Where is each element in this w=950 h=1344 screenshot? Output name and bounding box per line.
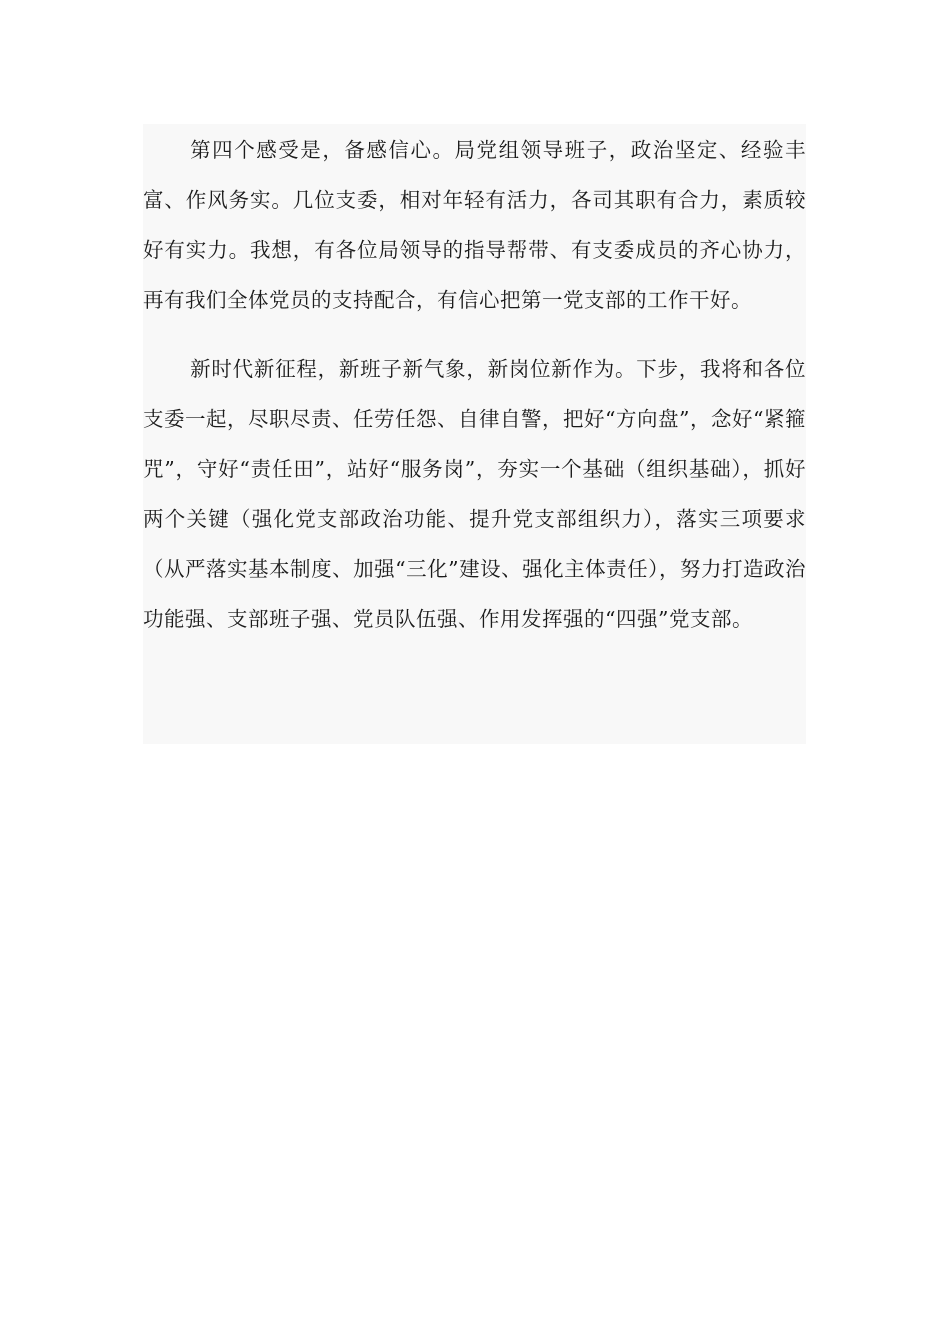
paragraph-confidence: 第四个感受是，备感信心。局党组领导班子，政治坚定、经验丰富、作风务实。几位支委，相对年轻有活力，各司其职有合力，素质较好有实力。我想，有各位局领导的指导帮带、有支委成员的齐心协力，再有我们全体党员的支持配合，有信心把第一党支部的工作干好。 [143, 138, 806, 312]
document-body [143, 124, 806, 744]
paragraph-commitment: 新时代新征程，新班子新气象，新岗位新作为。下步，我将和各位支委一起，尽职尽责、任劳任怨、自律自警，把好“方向盘”，念好“紧箍咒”，守好“责任田”，站好“服务岗”，夯实一个基础（组织基础），抓好两个关键（强化党支部政治功能、提升党支部组织力），落实三项要求（从严落实基本制度、加强“三化”建设、强化主体责任），努力打造政治功能强、支部班子强、党员队伍强、作用发挥强的“四强”党支部。 [143, 357, 806, 631]
